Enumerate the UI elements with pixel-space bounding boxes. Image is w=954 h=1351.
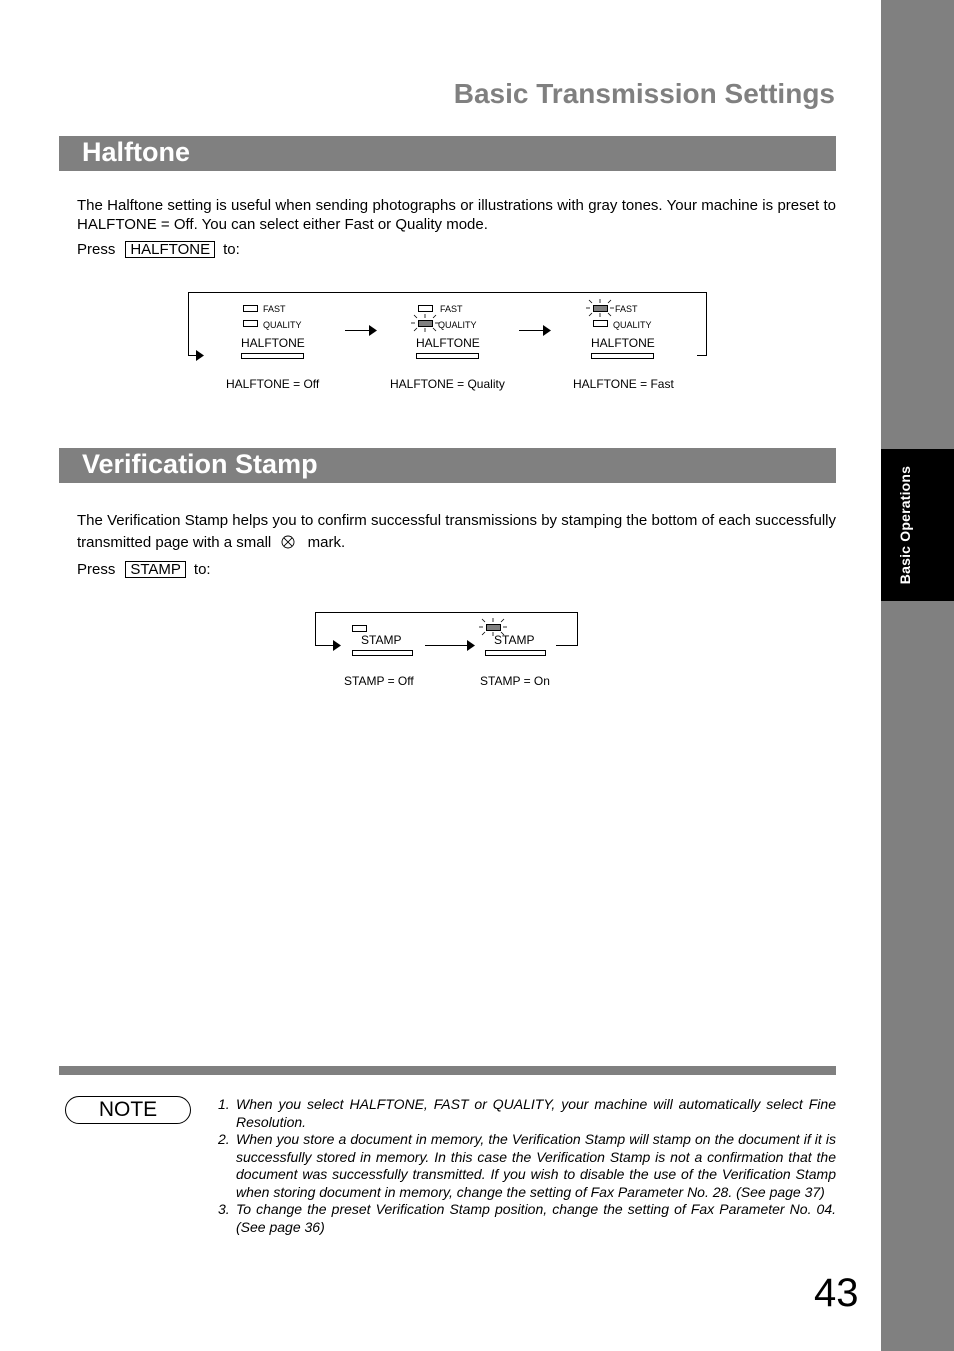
- state-label-stamp-off: STAMP = Off: [344, 674, 414, 688]
- led-quality-label: QUALITY: [438, 320, 477, 330]
- note-list: [218, 1096, 836, 1236]
- led-stamp-on: [486, 624, 501, 631]
- note-number: 3.: [218, 1201, 230, 1217]
- stamp-button-label: STAMP: [361, 633, 402, 647]
- state-label-quality: HALFTONE = Quality: [390, 377, 505, 391]
- halftone-paragraph: The Halftone setting is useful when sending photographs or illustrations with gray tones. Your machine is preset to HALFTONE = Off. You can select either Fast or Quality mode.: [77, 197, 836, 233]
- press-suffix: to:: [223, 241, 240, 258]
- press-suffix: to:: [193, 561, 211, 578]
- press-prefix: Press: [77, 241, 116, 258]
- stamp-button: [352, 650, 413, 656]
- page-header: Basic Transmission Settings: [453, 78, 835, 109]
- led-fast-label: FAST: [263, 304, 286, 314]
- led-fast-label: FAST: [615, 304, 638, 314]
- loop-arrow-head: [333, 640, 341, 651]
- note-item: [218, 1201, 836, 1236]
- state-label-stamp-on: STAMP = On: [480, 674, 550, 688]
- led-quality-label: QUALITY: [263, 320, 302, 330]
- note-text: To change the preset Verification Stamp position, change the setting of Fax Parameter No. 04. (See page 36): [236, 1201, 836, 1235]
- stamp-key: STAMP: [125, 561, 186, 578]
- note-text: When you store a document in memory, the Verification Stamp will stamp on the document if it is successfully stored in memory. In this case the Verification Stamp is not a confirmation that the document was successfully transmitted. If you wish to disable the use of the Verification Stamp when storing document in memory, change the setting of Fax Parameter No. 28. (See page 37): [236, 1131, 836, 1200]
- state-label-off: HALFTONE = Off: [226, 377, 320, 391]
- press-prefix: Press: [77, 561, 116, 578]
- stamp-paragraph-end: mark.: [307, 534, 346, 551]
- stamp-paragraph-text: The Verification Stamp helps you to confirm successful transmissions by stamping the bottom of each successfully transmitted page with a small: [77, 512, 836, 551]
- note-text: When you select HALFTONE, FAST or QUALITY, your machine will automatically select Fine Resolution.: [236, 1096, 836, 1130]
- note-item: [218, 1131, 836, 1201]
- note-badge: NOTE: [65, 1096, 191, 1124]
- halftone-key: HALFTONE: [125, 241, 215, 258]
- halftone-button-label: HALFTONE: [416, 336, 480, 350]
- stamp-section-title: Verification Stamp: [82, 449, 318, 479]
- side-tab-label: Basic Operations: [897, 465, 913, 585]
- state-label-fast: HALFTONE = Fast: [573, 377, 674, 391]
- led-stamp-off: [352, 625, 367, 632]
- halftone-section-title: Halftone: [82, 137, 190, 167]
- note-number: 1.: [218, 1096, 230, 1112]
- led-quality-label: QUALITY: [613, 320, 652, 330]
- note-number: 2.: [218, 1131, 230, 1147]
- halftone-button-label: HALFTONE: [591, 336, 655, 350]
- halftone-button-label: HALFTONE: [241, 336, 305, 350]
- stamp-button-label: STAMP: [494, 633, 535, 647]
- stamp-button: [485, 650, 546, 656]
- page-number: 43: [814, 1271, 859, 1315]
- note-rule: [59, 1066, 836, 1075]
- arrow-right-icon: [467, 640, 475, 651]
- led-fast-label: FAST: [440, 304, 463, 314]
- note-item: [218, 1096, 836, 1131]
